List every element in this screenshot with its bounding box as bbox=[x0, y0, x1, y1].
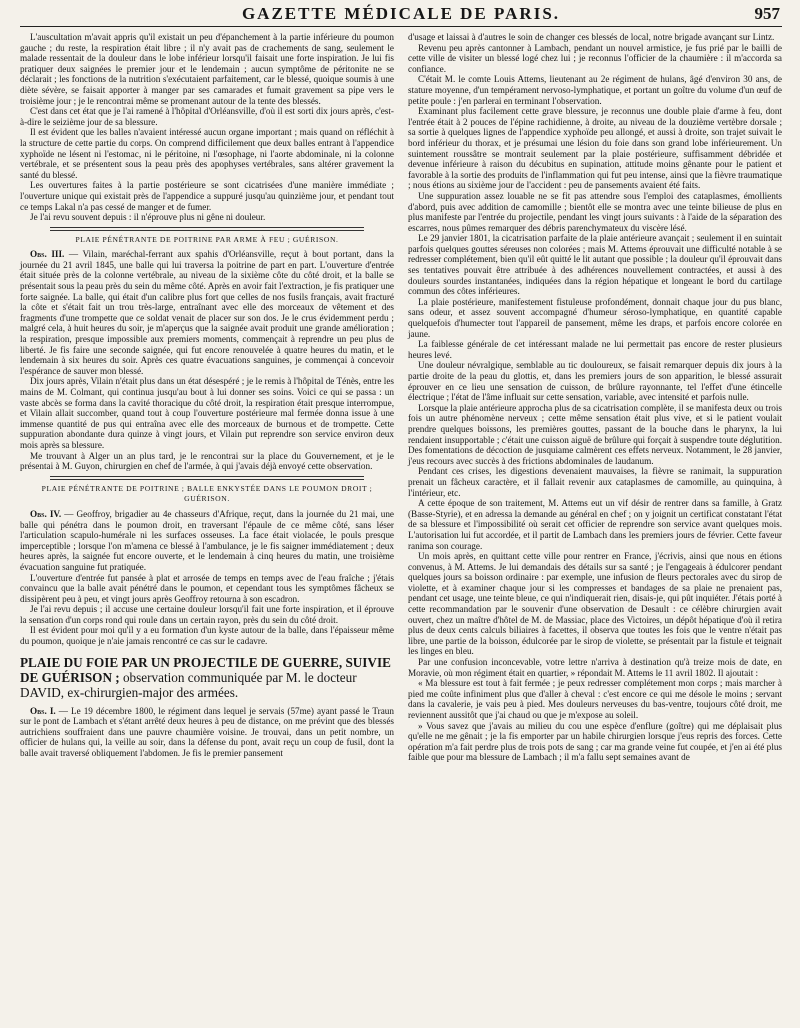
paragraph: Une douleur névralgique, semblable au tic douloureux, se faisait remarquer depuis dix jours à la partie droite de la peau du glottis, et, dans les premiers jours de son apparition, le blessé assurait éprouver en ce lieu une sensation de cuisson, de brûlure rayonnante, tel l'effet d'une étincelle électrique ; l'état de l'âme influait sur cette sensation, variable, avec intensité et parfois nulle. bbox=[408, 360, 782, 403]
paragraph: Examinant plus facilement cette grave blessure, je reconnus une double plaie d'arme à feu, dont l'entrée était à 2 pouces de l'épine rachidienne, à droite, au niveau de la douzième vertèbre dorsale ; sa sortie à quelques lignes de l'appendice xyphoïde peu allongé, et aussi à droite, son trajet suivait le bord inférieur du thorax, et je présumai une lésion du foie dans son grand lobe inférieurement. Un suintement roussâtre se montrait seulement par la plaie postérieure, suffisamment débridée et devenue inférieure à raison du décubitus en supination, attitude moins gênante pour le patient et favorable à la sortie des produits de l'inflammation qui fut peu intense, ainsi que la fièvre traumatique ; nous étions au sixième jour de l'accident : peu de pansements avaient été faits. bbox=[408, 106, 782, 191]
paragraph: Il est évident pour moi qu'il y a eu formation d'un kyste autour de la balle, dans l'épaisseur même du poumon, quoique je n'aie jamais rencontré ce cas sur le cadavre. bbox=[20, 625, 394, 647]
paragraph: Dix jours après, Vilain n'était plus dans un état désespéré ; je le remis à l'hôpital de Ténès, entre les mains de M. Colmant, qui continua jusqu'au bout à lui donner ses soins. Voici ce qui se passa : un vaste abcès se forma dans la cavité thoracique du côté droit, la respiration était presque interrompue, et Vilain allait succomber, quand tout à coup l'ouverture postérieure mal fermée donna issue à une immense quantité de pus qui entraîna avec elle des morceaux de burnous et de trompette. Cette suppuration abondante dura quinze à vingt jours, et Vilain put reprendre son service environ deux mois après sa blessure. bbox=[20, 376, 394, 450]
divider bbox=[50, 476, 364, 480]
right-column bbox=[408, 32, 782, 763]
observation-heading: PLAIE PÉNÉTRANTE DE POITRINE PAR ARME À FEU ; GUÉRISON. bbox=[75, 234, 339, 244]
observation-paragraph bbox=[20, 249, 394, 376]
paragraph: C'est dans cet état que je l'ai ramené à l'hôpital d'Orléansville, d'où il est sorti dix jours après, c'est-à-dire le seizième jour de sa blessure. bbox=[20, 106, 394, 127]
paragraph: Me trouvant à Alger un an plus tard, je le rencontrai sur la place du Gouvernement, et je le présentai à M. Guyon, chirurgien en chef de l'armée, à qui j'avais déjà envoyé cette observation. bbox=[20, 450, 394, 472]
observation-text: — Le 19 décembre 1800, le régiment dans lequel je servais (57me) ayant passé le Traun sur le pont de Lambach et s'étant arrêté deux heures à peu de distance, on me prévint que des blessés autrichiens souffraient dans une pauvre chaumière voisine. Je trouvai, dans un petit nombre, un officier de hulans qui, la veille au soir, dans la défense du pont, avait reçu un coup de fusil, dont la balle avait traversé obliquement l'abdomen. Je fis le premier pansement bbox=[20, 705, 394, 759]
columns bbox=[20, 32, 782, 763]
left-column bbox=[20, 32, 394, 763]
observation-paragraph bbox=[20, 509, 394, 573]
paragraph: Il est évident que les balles n'avaient intéressé aucun organe important ; mais quand on réfléchit à la structure de cette partie du corps. On comprend difficilement que deux balles entrant à l'appendice xyphoïde ne lésent ni l'estomac, ni le péritoine, ni l'œsophage, ni l'aorte abdominale, ni la colonne vertébrale, et se présentent sous la peau près des apophyses vertébrales, sans altérer gravement la santé du blessé. bbox=[20, 127, 394, 180]
divider bbox=[50, 227, 364, 231]
section-title-main: PLAIE DU FOIE PAR UN PROJECTILE DE GUERRE, SUIVIE DE GUÉRISON ; bbox=[20, 654, 391, 685]
paragraph: Je l'ai revu souvent depuis : il n'éprouve plus ni gêne ni douleur. bbox=[30, 212, 266, 223]
observation-paragraph bbox=[20, 706, 394, 759]
paragraph: C'était M. le comte Louis Attems, lieutenant au 2e régiment de hulans, âgé d'environ 30 ans, de stature moyenne, d'un tempérament nervoso-lymphatique, et portant un goître du volume d'un œuf de petite poule : j'en parlerai en terminant l'observation. bbox=[408, 74, 782, 106]
paragraph: A cette époque de son traitement, M. Attems eut un vif désir de rentrer dans sa famille, à Gratz (Basse-Styrie), et en adressa la demande au général en chef ; on y joignit un certificat constatant l'état de sa blessure et l'impossibilité où serait cet officier de reprendre son service avant quelques mois. L'autorisation lui fut accordée, et il partit de Lambach dans les premiers jours de février. Cette faveur ranima son courage. bbox=[408, 498, 782, 551]
paragraph: L'ouverture d'entrée fut pansée à plat et arrosée de temps en temps avec de l'eau fraîche ; j'étais convaincu que la balle avait pénétré dans le poumon, et cependant tous les symptômes fâcheux se dissipèrent peu à peu, et vingt jours après Geoffroy retourna à son escadron. bbox=[20, 572, 394, 604]
section-title bbox=[20, 655, 394, 700]
paragraph: Pendant ces crises, les digestions devenaient mauvaises, la fièvre se ranimait, la suppuration prenait un fâcheux caractère, et il fallait revenir aux cataplasmes de camomille, au quinquina, à l'intérieur, etc. bbox=[408, 466, 782, 498]
observation-label: Obs. I. bbox=[30, 705, 56, 716]
quote-paragraph: » Vous savez que j'avais au milieu du cou une espèce d'enflure (goître) qui me déplaisait plus qu'elle ne me gênait ; je la fis emporter par un habile chirurgien lorsque j'eus repris des forces. Cette opération m'a fait perdre plus de trois pots de sang ; car ma grande veine fut coupée, et j'en ai été plus faible que pour ma blessure de Lambach ; il m'a fallu sept semaines avant de bbox=[408, 720, 782, 763]
paragraph: Une suppuration assez louable ne se fit pas attendre sous l'emploi des cataplasmes, émollients d'abord, puis avec addition de camomille ; bientôt elle se montra avec une teinte bilieuse de plus en plus manifeste par l'entrée du projectile, pendant les vingt jours suivants : à l'aide de la séparation des escarres, nous pûmes remarquer des débris parenchymateux du viscère lésé. bbox=[408, 190, 782, 233]
quote-paragraph: « Ma blessure est tout à fait fermée ; je peux redresser complétement mon corps ; mais marcher à pied me coûte infiniment plus que d'aller à cheval : c'est encore ce qui me désole le moins ; servant dans la cavalerie, je vais peu à pied. Mes douleurs nerveuses du bas-ventre, toujours côté droit, me reviennent aussitôt que j'ai chaud ou que je m'expose au soleil. bbox=[408, 678, 782, 720]
quote-paragraph: Par une confusion inconcevable, votre lettre n'arriva à destination qu'à treize mois de date, en Moravie, où mon régiment était en quartier, » répondait M. Attems le 11 avril 1802. Il ajoutait : bbox=[408, 657, 782, 678]
page-header bbox=[20, 0, 782, 27]
section-title-subtitle: observation communiquée par M. le docteur DAVID, ex-chirurgien-major des armées. bbox=[20, 669, 357, 700]
paragraph: Lorsque la plaie antérieure approcha plus de sa cicatrisation complète, il se manifesta deux ou trois fois un autre phénomène nerveux ; cette même sensation était plus vive, et si le patient voulait prendre quelques boissons, les premières gouttes, passant de la bouche dans le pharynx, la lui rendaient insupportable ; c'était une cuisson aiguë de brûlure qui forçait à suspendre toute déglutition. Des fomentations de décoction de jusquiame calmèrent ces effets nerveux. Notamment, le 28 janvier, j'eus recours avec succès à des frictions abdominales de laudanum. bbox=[408, 402, 782, 466]
paragraph: d'usage et laissai à d'autres le soin de changer ces blessés de local, notre brigade avançant sur Lintz. bbox=[408, 32, 775, 42]
paragraph: La plaie postérieure, manifestement fistuleuse profondément, donnait chaque jour du pus blanc, sans odeur, et assez souvent accompagné d'humeur séroso-lymphatique, en quantité capable quelquefois d'humecter tout l'appareil de pansement, même les draps, et parfois encore colorée en jaune. bbox=[408, 296, 782, 339]
paragraph: Un mois après, en quittant cette ville pour rentrer en France, j'écrivis, ainsi que nous en étions convenus, à M. Attems. Je lui demandais des détails sur sa santé ; je l'engageais à édulcorer pendant quelques jours sa boisson ordinaire : par exemple, une infusion de fleurs pectorales avec du sirop de violette, et à examiner chaque jour si les compresses et bandages de sa plaie ne prenaient pas, pendant cet usage, une teinte bleue, ce qui n'indiquerait rien, disais-je, qui pût inquiéter. J'étais porté à cette recommandation par le souvenir d'une observation de Desault : ce célèbre chirurgien avait ouvert, chez un maître d'hôtel de M. de Massiac, place des Victoires, un dépôt hépatique d'où il retira plus de deux cents calculs biliaires à facettes, il observa que toutes les fois que le ventre n'était pas libre, une partie de la boisson, édulcorée par le sirop de violette, se présentait par la fistule et teignait les linges en bleu. bbox=[408, 551, 783, 657]
observation-text: — Vilain, maréchal-ferrant aux spahis d'Orléansville, reçut à bout portant, dans la journée du 21 avril 1845, une balle qui lui traversa la poitrine de part en part. L'ouverture d'entrée était située près de la colonne vertébrale, au niveau de la sixième côte du côté droit, et la balle se présentait sous la peau près du sein du même côté. Après en avoir fait l'extraction, je fis pratiquer une forte saignée. La balle, qui était d'un calibre plus fort que celles de nos fusils français, avait fracturé la côte et s'était fait un trou très-large, entraînant avec elle des morceaux de vêtement et des fragments d'une trompette que ce soldat venait de placer sur son dos. Je le crus évidemment perdu ; malgré cela, à huit heures du soir, je m'aperçus que la saignée avait produit une grande amélioration ; la respiration, presque impossible aux premiers moments, commençait à reprendre un peu plus de liberté. Je fis faire une seconde saignée, qui fut encore renouvelée à quatre heures du matin, et le lendemain à six heures du soir. Après ces quatre évacuations sanguines, je commençai à concevoir l'espérance de sauver mon blessé. bbox=[20, 249, 394, 376]
journal-title: GAZETTE MÉDICALE DE PARIS. bbox=[241, 4, 561, 23]
observation-text: — Geoffroy, brigadier au 4e chasseurs d'Afrique, reçut, dans la journée du 21 mai, une balle qui pénétra dans le poumon droit, en traversant l'épaule de ce même côté, sans léser l'articulation scapulo-humérale ni les surfaces osseuses. La face était violacée, le pouls presque imperceptible ; lorsque l'on m'amena ce blessé à l'ambulance, je le fis saigner immédiatement ; deux heures après, la saignée fut encore ouverte, et le lendemain à cinq heures du matin, une troisième évacuation sanguine fut pratiquée. bbox=[20, 508, 395, 572]
paragraph: La faiblesse générale de cet intéressant malade ne lui permettait pas encore de rester plusieurs heures levé. bbox=[408, 339, 782, 360]
paragraph: Les ouvertures faites à la partie postérieure se sont cicatrisées d'une manière immédiate ; l'ouverture unique qui existait près de l'appendice a suppuré jusqu'au quinzième jour, et pendant tout ce temps Lakal n'a pas cessé de manger et de fumer. bbox=[20, 180, 394, 212]
page-number: 957 bbox=[754, 4, 780, 23]
paragraph: Le 29 janvier 1801, la cicatrisation parfaite de la plaie antérieure avançait ; seulement il en suintait parfois quelques gouttes séreuses non colorées ; mais M. Attems éprouvait une difficulté notable à se redresser complétement, bien qu'il eût quitté le lit autant que possible ; la douleur qu'il éprouvait dans ses tentatives pouvait être attribuée à des adhérences nouvellement contractées, et aussi à des douleurs sourdes instantanées, indiquées dans la région hépatique et longeant le bord du cartilage commun des côtes inférieures. bbox=[408, 233, 782, 297]
observation-heading: PLAIE PÉNÉTRANTE DE POITRINE ; BALLE ENKYSTÉE DANS LE POUMON DROIT ; GUÉRISON. bbox=[41, 483, 373, 504]
paragraph: Revenu peu après cantonner à Lambach, pendant un nouvel armistice, je fus prié par le bailli de cette ville de visiter un blessé logé chez lui ; je reconnus l'officier de la chaumière : il m'accorda sa confiance. bbox=[408, 42, 782, 74]
paragraph: Je l'ai revu depuis ; il accuse une certaine douleur lorsqu'il fait une forte inspiration, et il éprouve la sensation d'un corps rond qui roule dans un certain rayon, près du sein du côté droit. bbox=[20, 604, 394, 625]
paragraph: L'auscultation m'avait appris qu'il existait un peu d'épanchement à la partie inférieure du poumon gauche ; du reste, la respiration était libre ; il n'y avait pas de crachements de sang, seulement le malade ressentait de la douleur dans le lobe inférieur lorsqu'il faisait une forte inspiration. Je lui fis pratiquer deux saignées le premier jour et le lendemain ; aucun symptôme de péritonite ne se déclarait ; les fonctions de la nutrition s'exécutaient parfaitement, car le blessé, quoique soumis à une diète sévère, se faisait apporter à manger par ses camarades et fumait gravement sa pipe vers le troisième jour ; je le rencontrai même se promenant autour de la tente des blessés. bbox=[20, 32, 394, 106]
observation-label: Obs. III. bbox=[30, 249, 65, 260]
observation-label: Obs. IV. bbox=[30, 508, 62, 519]
